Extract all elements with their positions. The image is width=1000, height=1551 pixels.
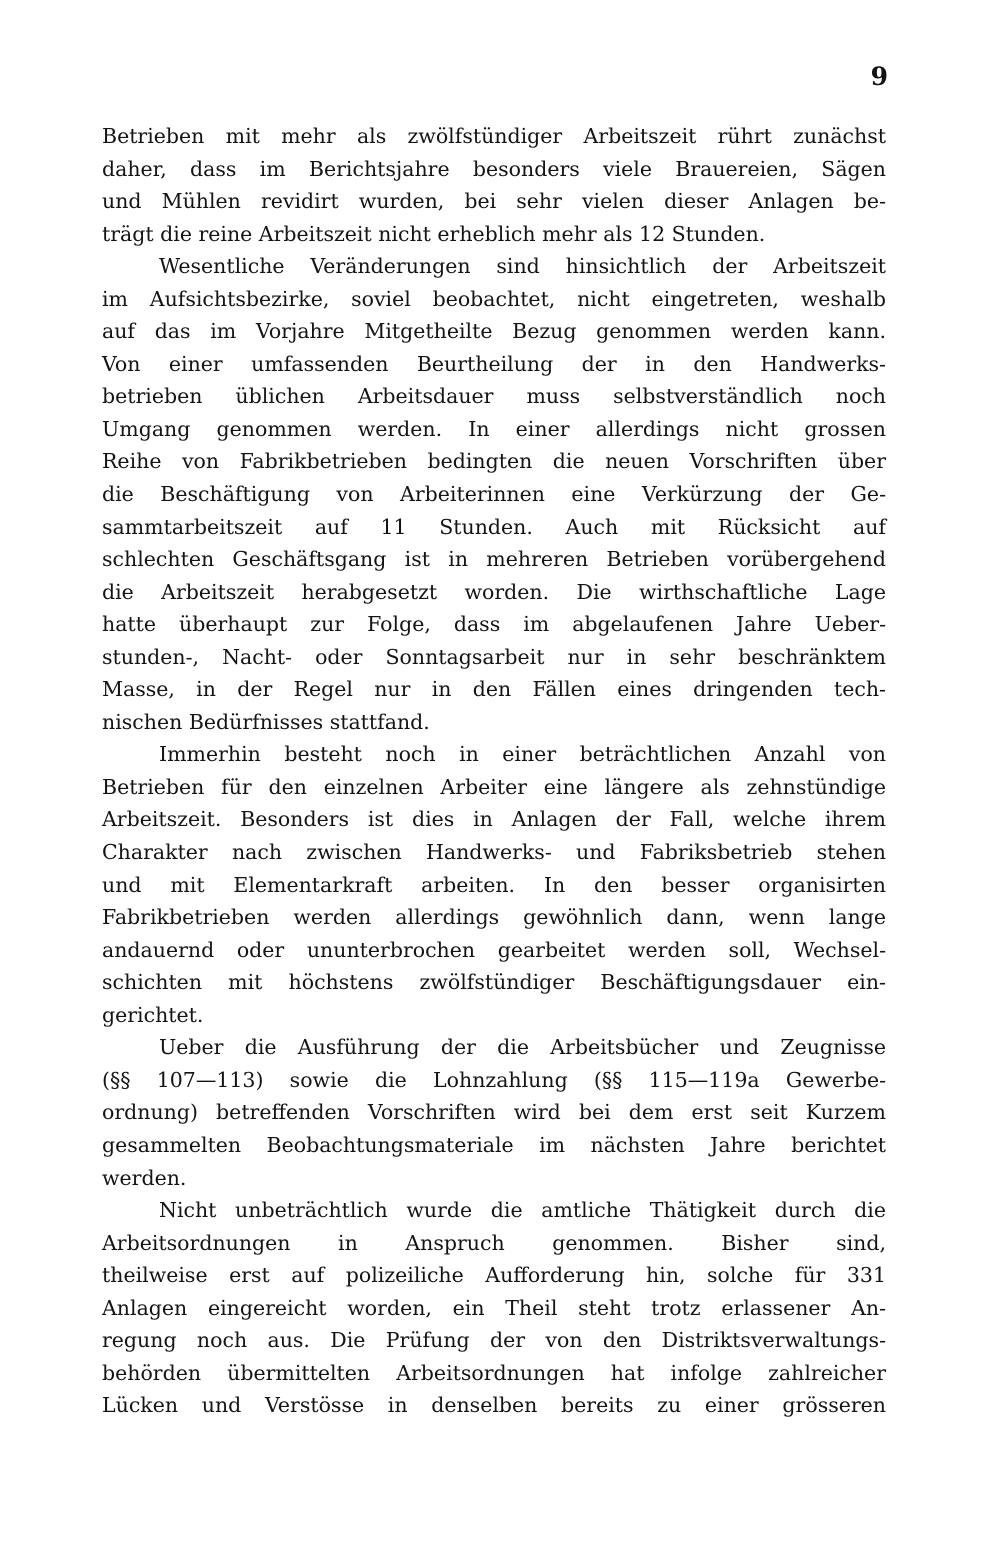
page-number: 9 — [870, 62, 888, 91]
body-text — [102, 120, 886, 1422]
text-line: Nicht unbeträchtlich wurde die amtliche Thätigkeit durch die — [159, 1198, 886, 1223]
text-line: daher, dass im Berichtsjahre besonders viele Brauereien, Sägen — [102, 156, 886, 181]
text-line: Betrieben für den einzelnen Arbeiter eine längere als zehnstündige — [102, 774, 886, 799]
text-line: hatte überhaupt zur Folge, dass im abgelaufenen Jahre Ueber- — [102, 612, 886, 637]
text-line: auf das im Vorjahre Mitgetheilte Bezug genommen werden kann. — [102, 319, 886, 344]
text-line: gerichtet. — [102, 1002, 204, 1027]
text-line: werden. — [102, 1165, 187, 1190]
text-line: trägt die reine Arbeitszeit nicht erheblich mehr als 12 Stunden. — [102, 221, 766, 246]
text-line: und mit Elementarkraft arbeiten. In den besser organisirten — [102, 872, 886, 897]
text-line: die Beschäftigung von Arbeiterinnen eine Verkürzung der Ge- — [102, 482, 886, 507]
text-line: Masse, in der Regel nur in den Fällen eines dringenden tech- — [102, 677, 886, 702]
text-line: nischen Bedürfnisses stattfand. — [102, 709, 430, 734]
text-line: regung noch aus. Die Prüfung der von den Distriktsverwaltungs- — [102, 1328, 886, 1353]
text-line: betrieben üblichen Arbeitsdauer muss selbstverständlich noch — [102, 384, 886, 409]
text-line: ordnung) betreffenden Vorschriften wird bei dem erst seit Kurzem — [102, 1100, 886, 1125]
text-line: theilweise erst auf polizeiliche Aufforderung hin, solche für 331 — [102, 1263, 886, 1288]
text-line: im Aufsichtsbezirke, soviel beobachtet, nicht eingetreten, weshalb — [102, 286, 886, 311]
text-line: Anlagen eingereicht worden, ein Theil steht trotz erlassener An- — [102, 1295, 886, 1320]
text-line: stunden-, Nacht- oder Sonntagsarbeit nur in sehr beschränktem — [102, 644, 886, 669]
text-line: und Mühlen revidirt wurden, bei sehr vielen dieser Anlagen be- — [102, 189, 886, 214]
text-line: andauernd oder ununterbrochen gearbeitet werden soll, Wechsel- — [102, 937, 886, 962]
text-line: Arbeitszeit. Besonders ist dies in Anlagen der Fall, welche ihrem — [102, 807, 886, 832]
text-line: (§§ 107—113) sowie die Lohnzahlung (§§ 115—119a Gewerbe- — [102, 1067, 886, 1092]
text-line: Umgang genommen werden. In einer allerdings nicht grossen — [102, 416, 886, 441]
text-line: Reihe von Fabrikbetrieben bedingten die neuen Vorschriften über — [102, 449, 886, 474]
text-line: Von einer umfassenden Beurtheilung der in den Handwerks- — [102, 351, 886, 376]
text-line: Immerhin besteht noch in einer beträchtlichen Anzahl von — [159, 742, 886, 767]
text-line: Wesentliche Veränderungen sind hinsichtlich der Arbeitszeit — [159, 254, 886, 279]
text-line: die Arbeitszeit herabgesetzt worden. Die wirthschaftliche Lage — [102, 579, 886, 604]
text-line: gesammelten Beobachtungsmateriale im nächsten Jahre berichtet — [102, 1132, 886, 1157]
text-line: Arbeitsordnungen in Anspruch genommen. Bisher sind, — [102, 1230, 886, 1255]
text-line: Fabrikbetrieben werden allerdings gewöhnlich dann, wenn lange — [102, 905, 886, 930]
text-line: Betrieben mit mehr als zwölfstündiger Arbeitszeit rührt zunächst — [102, 124, 886, 148]
text-line: behörden übermittelten Arbeitsordnungen hat infolge zahlreicher — [102, 1360, 886, 1385]
text-line: Lücken und Verstösse in denselben bereits zu einer grösseren — [102, 1393, 886, 1418]
text-line: Charakter nach zwischen Handwerks- und Fabriksbetrieb stehen — [102, 840, 886, 865]
text-line: sammtarbeitszeit auf 11 Stunden. Auch mit Rücksicht auf — [102, 514, 886, 539]
text-line: schlechten Geschäftsgang ist in mehreren Betrieben vorübergehend — [102, 547, 886, 572]
text-line: schichten mit höchstens zwölfstündiger Beschäftigungsdauer ein- — [102, 970, 886, 995]
text-line: Ueber die Ausführung der die Arbeitsbücher und Zeugnisse — [159, 1035, 886, 1060]
